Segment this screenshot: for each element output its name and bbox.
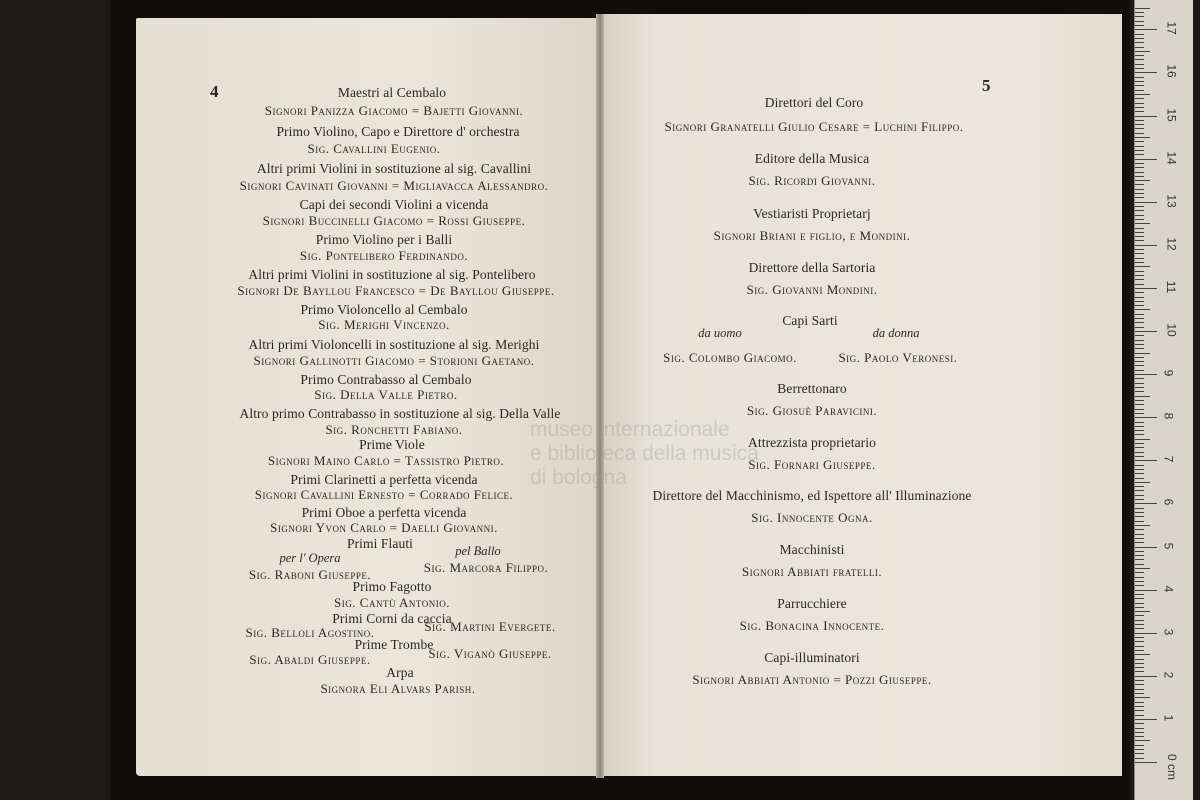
right-line: Parrucchiere [777, 596, 847, 611]
ruler-tick [1135, 258, 1144, 259]
ruler-tick [1135, 29, 1157, 30]
ruler-tick [1135, 167, 1144, 168]
ruler-tick [1135, 154, 1144, 155]
ruler-tick [1135, 430, 1144, 431]
ruler-tick [1135, 378, 1144, 379]
right-line: Macchinisti [779, 542, 845, 557]
ruler-tick [1135, 706, 1144, 707]
ruler-tick [1135, 55, 1144, 56]
ruler-tick [1135, 197, 1144, 198]
ruler-tick [1135, 172, 1144, 173]
ruler-tick [1135, 697, 1150, 698]
right-line: da uomo [698, 326, 742, 340]
ruler-tick [1135, 8, 1150, 9]
ruler-tick [1135, 482, 1150, 483]
ruler-tick [1135, 417, 1157, 418]
ruler-tick [1135, 667, 1144, 668]
left-line: pel Ballo [455, 544, 501, 558]
ruler-tick [1135, 503, 1157, 504]
left-line: Sig. Raboni Giuseppe. [248, 567, 372, 582]
ruler-number: 15 [1164, 107, 1179, 122]
ruler-tick [1135, 396, 1150, 397]
right-line: da donna [872, 326, 920, 340]
ruler-tick [1135, 77, 1144, 78]
right-page-number: 5 [982, 76, 991, 95]
left-line: Altri primi Violini in sostituzione al sig. Cavallini [256, 161, 532, 176]
ruler-tick [1135, 400, 1144, 401]
ruler-tick [1135, 301, 1144, 302]
left-line: Capi dei secondi Violini a vicenda [299, 197, 489, 212]
ruler-tick [1135, 103, 1144, 104]
ruler-tick [1135, 495, 1144, 496]
ruler-tick [1135, 689, 1144, 690]
ruler-number: 6 [1161, 499, 1176, 506]
ruler-tick [1135, 206, 1144, 207]
ruler-tick [1135, 25, 1144, 26]
ruler-tick [1135, 331, 1157, 332]
ruler-tick [1135, 745, 1144, 746]
ruler-tick [1135, 16, 1144, 17]
ruler-tick [1135, 81, 1144, 82]
ruler-tick [1135, 68, 1144, 69]
ruler-tick [1135, 120, 1144, 121]
left-line: Primo Violino per i Balli [315, 232, 453, 247]
ruler-tick [1135, 391, 1144, 392]
ruler-tick [1135, 434, 1144, 435]
ruler-tick [1135, 693, 1144, 694]
ruler-tick [1135, 499, 1144, 500]
right-line: Direttore della Sartoria [748, 260, 876, 275]
ruler-tick [1135, 650, 1144, 651]
left-line: Primi Corni da caccia [332, 611, 452, 626]
ruler-number: 3 [1161, 628, 1176, 636]
ruler-tick [1135, 551, 1144, 552]
ruler-tick [1135, 542, 1144, 543]
ruler-tick [1135, 702, 1144, 703]
right-line: Sig. Giosuè Paravicini. [746, 403, 878, 418]
ruler-number: 8 [1161, 412, 1176, 420]
ruler-tick [1135, 723, 1144, 724]
left-line: Sig. Cantù Antonio. [334, 595, 450, 610]
ruler-tick [1135, 387, 1144, 388]
ruler-tick [1135, 318, 1144, 319]
ruler-tick [1135, 240, 1144, 241]
right-line: Sig. Ricordi Giovanni. [748, 173, 876, 188]
ruler-tick [1135, 659, 1144, 660]
left-line: Sig. Della Valle Pietro. [314, 387, 458, 402]
ruler-tick [1135, 680, 1144, 681]
ruler-tick [1135, 374, 1157, 375]
right-line: Signori Briani e figlio, e Mondini. [713, 228, 911, 243]
ruler-tick [1135, 559, 1144, 560]
ruler-number: 14 [1164, 150, 1179, 165]
right-line: Capi Sarti [782, 313, 838, 328]
ruler-tick [1135, 292, 1144, 293]
ruler-tick [1135, 452, 1144, 453]
ruler-tick [1135, 758, 1144, 759]
right-line: Signori Abbiati Antonio = Pozzi Giuseppe. [692, 672, 932, 687]
ruler-tick [1135, 555, 1144, 556]
ruler-tick [1135, 676, 1157, 677]
ruler-tick [1135, 598, 1144, 599]
ruler-tick [1135, 413, 1144, 414]
left-line: Prime Trombe [354, 637, 434, 652]
ruler-tick [1135, 628, 1144, 629]
ruler-tick [1135, 633, 1157, 634]
ruler-tick [1135, 163, 1144, 164]
ruler-tick [1135, 404, 1144, 405]
library-watermark [530, 418, 770, 490]
left-line: Primi Flauti [346, 536, 414, 551]
ruler-tick [1135, 275, 1144, 276]
ruler-tick [1135, 740, 1150, 741]
ruler-tick [1135, 38, 1144, 39]
watermark-line: museo internazionale [530, 418, 730, 441]
ruler-tick [1135, 611, 1150, 612]
left-line: Sig. Pontelibero Ferdinando. [299, 248, 469, 263]
ruler-number: 10 [1164, 323, 1179, 337]
right-line: Editore della Musica [754, 151, 870, 166]
left-line: per l' Opera [279, 551, 341, 565]
ruler-number: 5 [1161, 542, 1176, 549]
ruler-tick [1135, 305, 1144, 306]
left-line: Altro primo Contrabasso in sostituzione al sig. Della Valle [239, 406, 561, 421]
ruler-tick [1135, 314, 1144, 315]
ruler-number: 2 [1161, 671, 1176, 679]
ruler-tick [1135, 42, 1144, 43]
left-line: Signori Buccinelli Giacomo = Rossi Giuseppe. [262, 213, 526, 228]
ruler-tick [1135, 512, 1144, 513]
ruler-tick [1135, 422, 1144, 423]
ruler-tick [1135, 271, 1144, 272]
ruler-tick [1135, 478, 1144, 479]
ruler-tick [1135, 159, 1157, 160]
ruler-number: 16 [1164, 64, 1179, 79]
right-line: Sig. Fornari Giuseppe. [748, 457, 876, 472]
book-gutter [596, 14, 604, 778]
ruler-tick [1135, 615, 1144, 616]
ruler-tick [1135, 34, 1144, 35]
ruler-tick [1135, 98, 1144, 99]
watermark-line: di bologna [530, 466, 627, 489]
left-line: Primo Violino, Capo e Direttore d' orchestra [276, 124, 520, 139]
left-line: Primi Oboe a perfetta vicenda [301, 505, 467, 520]
ruler-tick [1135, 439, 1150, 440]
ruler-tick [1135, 577, 1144, 578]
left-line: Sig. Merighi Vincenzo. [318, 317, 450, 332]
ruler-tick [1135, 361, 1144, 362]
ruler-tick [1135, 21, 1144, 22]
left-line: Signori Yvon Carlo = Daelli Giovanni. [270, 520, 498, 535]
right-line: Vestiaristi Proprietarj [753, 206, 871, 221]
ruler-tick [1135, 568, 1150, 569]
ruler-tick [1135, 732, 1144, 733]
right-line: Berrettonaro [777, 381, 847, 396]
ruler-tick [1135, 671, 1144, 672]
ruler-tick [1135, 107, 1144, 108]
right-line: Sig. Giovanni Mondini. [746, 282, 878, 297]
ruler-tick [1135, 111, 1144, 112]
ruler-tick [1135, 581, 1144, 582]
ruler-tick [1135, 47, 1144, 48]
ruler-tick [1135, 654, 1150, 655]
ruler-tick [1135, 585, 1144, 586]
ruler-tick [1135, 447, 1144, 448]
ruler-tick [1135, 249, 1144, 250]
ruler-unit-label: 0 cm [1165, 753, 1180, 781]
ruler-tick [1135, 124, 1144, 125]
watermark-line: e biblioteca della musica [530, 442, 759, 465]
left-line: Primo Violoncello al Cembalo [300, 302, 468, 317]
ruler-tick [1135, 620, 1144, 621]
ruler-tick [1135, 564, 1144, 565]
ruler-tick [1135, 344, 1144, 345]
right-line: Capi-illuminatori [764, 650, 860, 665]
ruler-tick [1135, 137, 1150, 138]
ruler-tick [1135, 736, 1144, 737]
ruler-tick [1135, 426, 1144, 427]
ruler-tick [1135, 279, 1144, 280]
ruler-tick [1135, 85, 1144, 86]
ruler-tick [1135, 490, 1144, 491]
ruler-tick [1135, 637, 1144, 638]
left-line: Altri primi Violini in sostituzione al sig. Pontelibero [248, 267, 536, 282]
ruler-tick [1135, 353, 1150, 354]
left-line: Arpa [386, 665, 414, 680]
ruler-tick [1135, 219, 1144, 220]
ruler-tick [1135, 64, 1144, 65]
ruler-tick [1135, 516, 1144, 517]
ruler-number: 13 [1164, 194, 1179, 208]
ruler-tick [1135, 297, 1144, 298]
ruler-tick [1135, 370, 1144, 371]
ruler-tick [1135, 641, 1144, 642]
ruler-tick [1135, 72, 1157, 73]
ruler-tick [1135, 262, 1144, 263]
ruler-tick [1135, 215, 1144, 216]
right-line: Direttore del Macchinismo, ed Ispettore all' Illuminazione [652, 488, 972, 503]
ruler-tick [1135, 663, 1144, 664]
ruler-tick [1135, 340, 1144, 341]
ruler-tick [1135, 180, 1150, 181]
right-line: Direttori del Coro [764, 95, 864, 110]
ruler-tick [1135, 94, 1150, 95]
ruler-tick [1135, 236, 1144, 237]
ruler-tick [1135, 184, 1144, 185]
left-line: Sig. Ronchetti Fabiano. [325, 422, 463, 437]
ruler-tick [1135, 309, 1150, 310]
ruler-tick [1135, 365, 1144, 366]
ruler-tick [1135, 210, 1144, 211]
ruler-tick [1135, 521, 1144, 522]
ruler-tick [1135, 327, 1144, 328]
ruler-tick [1135, 710, 1144, 711]
left-line: Sig. Viganò Giuseppe. [428, 646, 552, 661]
ruler-tick [1135, 409, 1144, 410]
ruler-tick [1135, 383, 1144, 384]
left-line: Primi Clarinetti a perfetta vicenda [290, 472, 478, 487]
ruler-tick [1135, 59, 1144, 60]
left-line: Maestri al Cembalo [337, 85, 447, 100]
ruler-tick [1135, 486, 1144, 487]
right-line: Signori Granatelli Giulio Cesare = Luchini Filippo. [664, 119, 964, 134]
left-page-number: 4 [210, 82, 219, 101]
left-line: Signori Panizza Giacomo = Bajetti Giovanni. [264, 103, 524, 118]
right-line: Sig. Innocente Ogna. [751, 510, 873, 525]
ruler-number: 17 [1164, 21, 1179, 35]
left-line: Signori Cavallini Ernesto = Corrado Felice. [254, 487, 514, 502]
ruler-tick [1135, 525, 1150, 526]
ruler-number: 12 [1164, 237, 1179, 251]
ruler-tick [1135, 607, 1144, 608]
ruler-tick [1135, 753, 1144, 754]
ruler-tick [1135, 465, 1144, 466]
left-line: Sig. Cavallini Eugenio. [307, 141, 441, 156]
ruler-tick [1135, 202, 1157, 203]
ruler-tick [1135, 176, 1144, 177]
ruler-tick [1135, 460, 1157, 461]
ruler-number: 4 [1161, 585, 1176, 592]
ruler-tick [1135, 335, 1144, 336]
ruler-tick [1135, 538, 1144, 539]
left-line: Altri primi Violoncelli in sostituzione al sig. Merighi [248, 337, 540, 352]
left-line: Sig. Martini Evergete. [424, 619, 556, 634]
ruler-tick [1135, 12, 1144, 13]
ruler-tick [1135, 189, 1144, 190]
ruler-tick [1135, 590, 1157, 591]
ruler-tick [1135, 116, 1157, 117]
right-line: Signori Abbiati fratelli. [741, 564, 883, 579]
ruler-tick [1135, 90, 1144, 91]
ruler-tick [1135, 193, 1144, 194]
ruler-tick [1135, 456, 1144, 457]
ruler-number: 11 [1164, 280, 1179, 294]
ruler-tick [1135, 646, 1144, 647]
ruler-tick [1135, 348, 1144, 349]
ruler-tick [1135, 141, 1144, 142]
left-line: Sig. Marcora Filippo. [423, 560, 549, 575]
right-line: Sig. Paolo Veronesi. [838, 350, 958, 365]
ruler-tick [1135, 473, 1144, 474]
right-line: Attrezzista proprietario [748, 435, 876, 450]
ruler-tick [1135, 322, 1144, 323]
ruler-tick [1135, 150, 1144, 151]
ruler-tick [1135, 266, 1150, 267]
left-line: Signori Gallinotti Giacomo = Storioni Gaetano. [253, 353, 535, 368]
ruler-tick [1135, 443, 1144, 444]
ruler-tick [1135, 547, 1157, 548]
ruler-tick [1135, 223, 1150, 224]
ruler-number: 9 [1161, 369, 1176, 377]
ruler-tick [1135, 529, 1144, 530]
ruler-number: 1 [1161, 714, 1176, 722]
ruler-tick [1135, 594, 1144, 595]
right-line: Sig. Bonacina Innocente. [739, 618, 885, 633]
left-line: Signora Eli Alvars Parish. [320, 681, 476, 696]
ruler-tick [1135, 603, 1144, 604]
ruler-tick [1135, 253, 1144, 254]
ruler-tick [1135, 245, 1157, 246]
ruler-tick [1135, 624, 1144, 625]
ruler-tick [1135, 146, 1144, 147]
ruler-tick [1135, 715, 1144, 716]
left-line: Sig. Belloli Agostino. [245, 625, 375, 640]
ruler-tick [1135, 288, 1157, 289]
ruler-tick [1135, 133, 1144, 134]
ruler-number: 7 [1161, 455, 1176, 463]
left-line: Signori De Bayllou Francesco = De Bayllou Giuseppe. [237, 283, 555, 298]
ruler-tick [1135, 357, 1144, 358]
ruler-tick [1135, 232, 1144, 233]
ruler-tick [1135, 508, 1144, 509]
left-line: Signori Cavinati Giovanni = Migliavacca Alessandro. [239, 178, 549, 193]
ruler-tick [1135, 719, 1157, 720]
ruler-tick [1135, 128, 1144, 129]
ruler-tick [1135, 728, 1144, 729]
ruler-tick [1135, 284, 1144, 285]
left-line: Signori Maino Carlo = Tassistro Pietro. [267, 453, 505, 468]
ruler-tick [1135, 572, 1144, 573]
ruler-tick [1135, 469, 1144, 470]
left-line: Primo Contrabasso al Cembalo [300, 372, 472, 387]
left-line: Primo Fagotto [352, 579, 432, 594]
left-line: Sig. Abaldi Giuseppe. [249, 652, 371, 667]
ruler-tick [1135, 534, 1144, 535]
left-line: Prime Viole [359, 437, 425, 452]
ruler-tick [1135, 51, 1150, 52]
scale-ruler [1134, 0, 1193, 800]
ruler-tick [1135, 228, 1144, 229]
ruler-tick [1135, 762, 1157, 763]
ruler-tick [1135, 684, 1144, 685]
right-line: Sig. Colombo Giacomo. [663, 350, 797, 365]
ruler-tick [1135, 749, 1144, 750]
